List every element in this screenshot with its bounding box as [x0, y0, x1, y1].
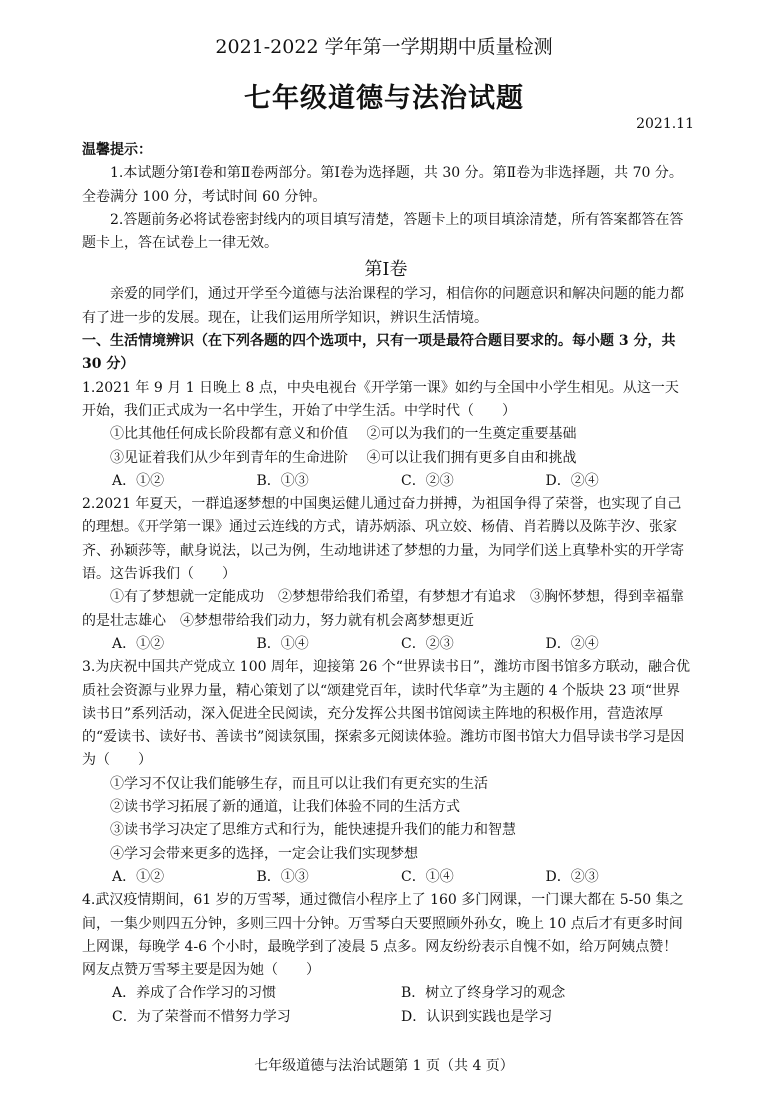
question-3 — [82, 656, 690, 889]
option-c: C．为了荣誉而不惜努力学习 — [112, 1008, 291, 1025]
question-statement: ④学习会带来更多的选择，一定会让我们实现梦想 — [110, 845, 418, 862]
option-a: A．养成了合作学习的习惯 — [112, 985, 277, 1002]
option-a: A．①② — [112, 472, 165, 489]
question-statement: ①比其他任何成长阶段都有意义和价值 ②可以为我们的一生奠定重要基础 — [110, 426, 577, 443]
answer-options — [82, 1006, 690, 1029]
tips-heading: 温馨提示： — [82, 142, 152, 158]
option-a: A．①② — [112, 868, 165, 885]
answer-options — [82, 866, 690, 889]
exam-body — [82, 139, 690, 1029]
option-c: C．①④ — [401, 868, 454, 885]
page-title: 七年级道德与法治试题 — [244, 83, 524, 114]
option-c: C．②③ — [401, 472, 454, 489]
option-b: B．①③ — [256, 472, 309, 489]
question-2 — [82, 493, 690, 656]
answer-options — [82, 470, 690, 493]
question-stem: 1.2021 年 9 月 1 日晚上 8 点，中央电视台《开学第一课》如约与全国中小学生相见。从这一天开始，我们正式成为一名中学生，开始了中学生活。中学时代（ ） — [82, 379, 679, 419]
question-statement: ①学习不仅让我们能够生存，而且可以让我们有更充实的生活 — [110, 775, 488, 792]
question-statement: ③见证着我们从少年到青年的生命进阶 ④可以让我们拥有更多自由和挑战 — [110, 449, 577, 466]
question-statement: ①有了梦想就一定能成功 ②梦想带给我们希望，有梦想才有追求 ③胸怀梦想，得到幸福靠的是壮志雄心 ④梦想带给我们动力，努力就有机会离梦想更近 — [82, 589, 684, 629]
question-4 — [82, 889, 690, 1029]
option-b: B．树立了终身学习的观念 — [401, 985, 566, 1002]
option-d: D．②③ — [545, 868, 599, 885]
section-title: 第Ⅰ卷 — [364, 259, 408, 281]
option-b: B．①④ — [256, 635, 309, 652]
option-d: D．②④ — [545, 472, 599, 489]
option-a: A．①② — [112, 635, 165, 652]
question-statement: ②读书学习拓展了新的通道，让我们体验不同的生活方式 — [110, 799, 460, 816]
answer-options — [82, 633, 690, 656]
answer-options — [82, 982, 690, 1005]
exam-date: 2021.11 — [636, 116, 694, 132]
question-stem: 3.为庆祝中国共产党成立 100 周年，迎接第 26 个“世界读书日”，潍坊市图书馆多方联动，融合优质社会资源与业界力量，精心策划了以“颂建党百年，读时代华章”为主题的 4 个版块 23 项“世界读书日”系列活动，深入促进全民阅读，充分发挥公共图书馆阅读主阵地的积极作用，营造浓厚的“爱读书、读好书、善读书”阅读氛围，探索多元阅读体验。潍坊市图书馆大力倡导读书学习是因为（ ） — [82, 659, 691, 769]
tips-item-1: 1.本试题分第Ⅰ卷和第Ⅱ卷两部分。第Ⅰ卷为选择题，共 30 分。第Ⅱ卷为非选择题，共 70 分。全卷满分 100 分，考试时间 60 分钟。 — [82, 165, 683, 205]
exam-session-line: 2021-2022 学年第一学期期中质量检测 — [215, 36, 553, 58]
question-stem: 4.武汉疫情期间，61 岁的万雪琴，通过微信小程序上了 160 多门网课，一门课大都在 5-50 集之间，一集少则四五分钟，多则三四十分钟。万雪琴白天要照顾外孙女，晚上 10 点后才有更多时间上网课，每晚学 4-6 个小时，最晚学到了凌晨 5 点多。网友纷纷表示自愧不如，给万阿姨点赞！网友点赞万雪琴主要是因为她（ ） — [82, 892, 684, 979]
option-c: C．②③ — [401, 635, 454, 652]
page-footer: 七年级道德与法治试题第 1 页（共 4 页） — [254, 1058, 514, 1074]
tips-item-2: 2.答题前务必将试卷密封线内的项目填写清楚，答题卡上的项目填涂清楚，所有答案都答在答题卡上，答在试卷上一律无效。 — [82, 211, 684, 252]
question-1 — [82, 377, 690, 493]
option-d: D．②④ — [545, 635, 599, 652]
part-heading: 一、生活情境辨识（在下列各题的四个选项中，只有一项是最符合题目要求的。每小题 3 分，共 30 分） — [82, 333, 676, 373]
option-b: B．①③ — [256, 868, 309, 885]
option-d: D．认识到实践也是学习 — [401, 1008, 553, 1025]
section-intro: 亲爱的同学们，通过开学至今道德与法治课程的学习，相信你的问题意识和解决问题的能力都有了进一步的发展。现在，让我们运用所学知识，辨识生活情境。 — [82, 286, 684, 326]
question-stem: 2.2021 年夏天，一群追逐梦想的中国奥运健儿通过奋力拼搏，为祖国争得了荣誉，也实现了自己的理想。《开学第一课》通过云连线的方式，请苏炳添、巩立姣、杨倩、肖若腾以及陈芋汐、张家齐、孙颖莎等，献身说法，以己为例，生动地讲述了梦想的力量，为同学们送上真挚朴实的开学寄语。这告诉我们（ ） — [82, 496, 684, 583]
question-statement: ③读书学习决定了思维方式和行为，能快速提升我们的能力和智慧 — [110, 822, 516, 839]
